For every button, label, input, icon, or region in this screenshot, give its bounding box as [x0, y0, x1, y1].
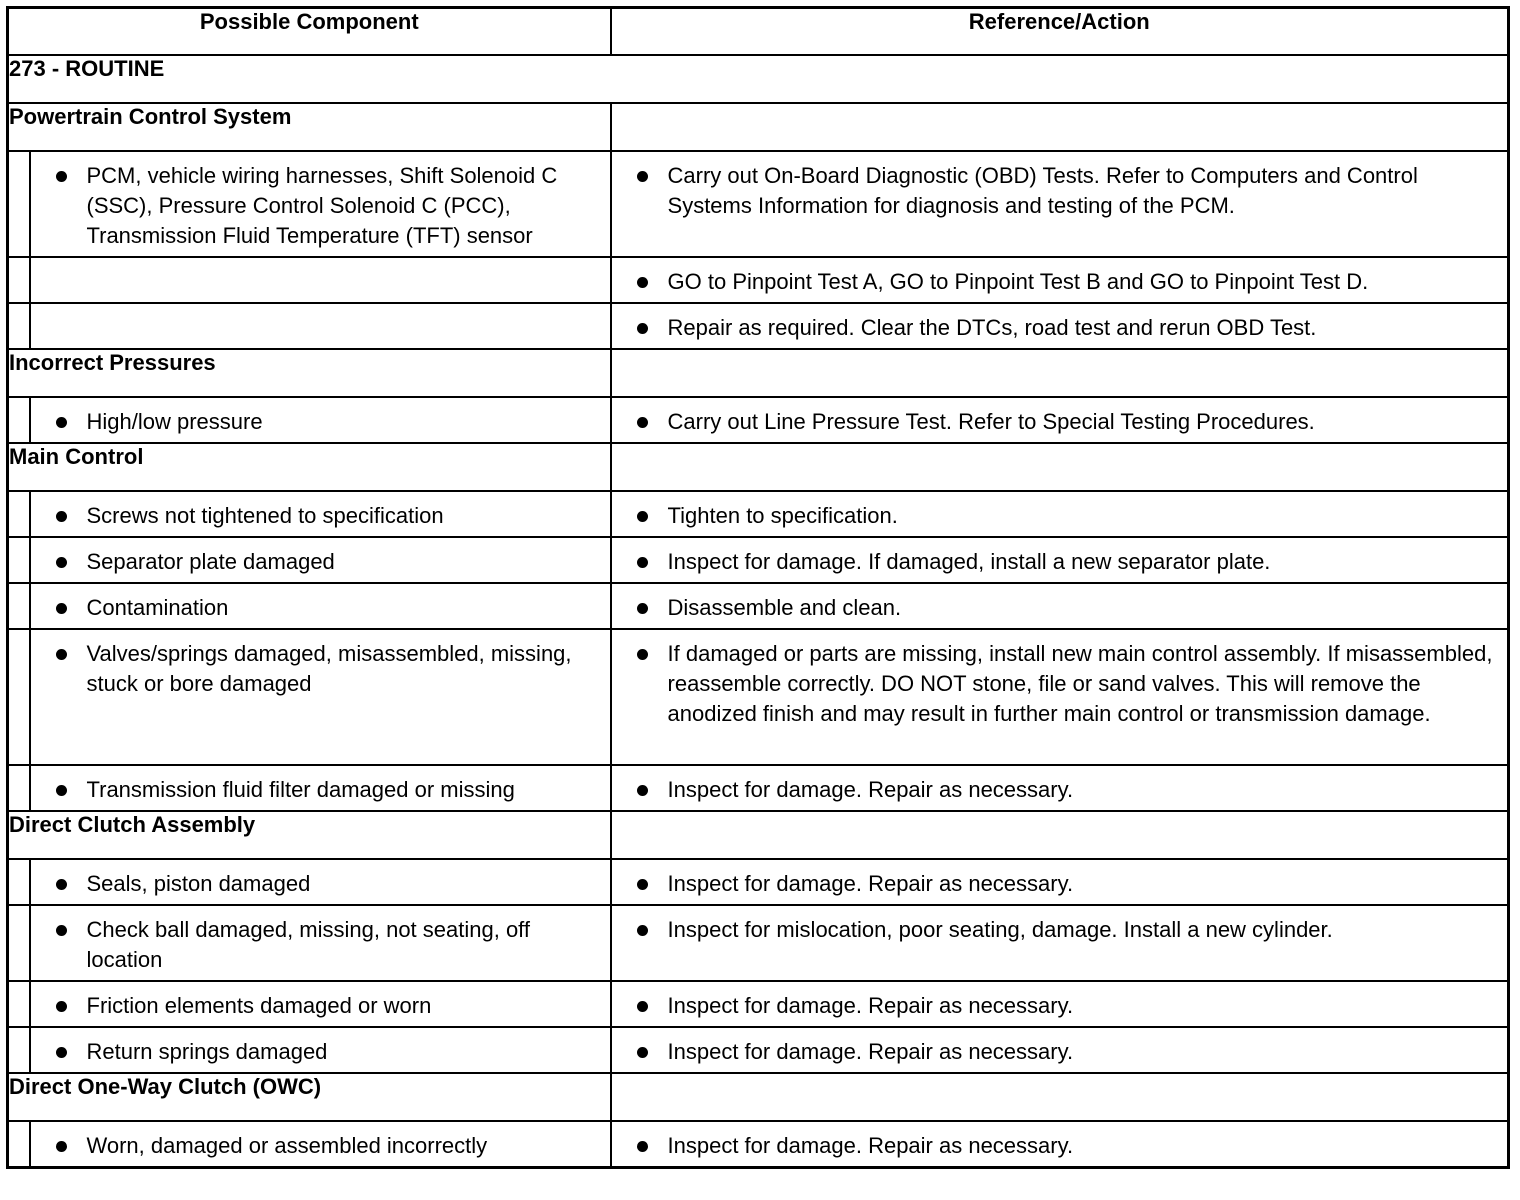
indent-cell	[8, 397, 30, 443]
section-row	[8, 349, 1509, 397]
section-empty-cell	[611, 811, 1509, 859]
bullet-icon	[56, 879, 67, 890]
bullet-icon	[56, 1001, 67, 1012]
action-cell	[611, 303, 1509, 349]
action-bullet	[637, 492, 1508, 531]
action-cell	[611, 151, 1509, 257]
action-bullet	[637, 398, 1508, 437]
component-text: Screws not tightened to specification	[86, 503, 444, 528]
component-cell	[30, 303, 611, 349]
component-text: Seals, piston damaged	[86, 871, 311, 896]
action-text: Inspect for damage. Repair as necessary.	[667, 777, 1074, 802]
indent-cell	[8, 583, 30, 629]
indent-cell	[8, 303, 30, 349]
action-text: Disassemble and clean.	[667, 595, 902, 620]
section-title: Main Control	[8, 443, 611, 491]
action-text: Inspect for damage. Repair as necessary.	[667, 871, 1074, 896]
table-row	[8, 1027, 1509, 1073]
action-bullet	[637, 906, 1508, 945]
section-title: Direct One-Way Clutch (OWC)	[8, 1073, 611, 1121]
action-text: Inspect for damage. Repair as necessary.	[667, 1133, 1074, 1158]
component-bullet	[56, 860, 610, 899]
component-text: Friction elements damaged or worn	[86, 993, 432, 1018]
indent-cell	[8, 491, 30, 537]
component-text: Transmission fluid filter damaged or missing	[86, 777, 515, 802]
table-row	[8, 303, 1509, 349]
action-text: Inspect for damage. If damaged, install a new separator plate.	[667, 549, 1271, 574]
action-bullet	[637, 538, 1508, 577]
indent-cell	[8, 537, 30, 583]
table-row	[8, 257, 1509, 303]
bullet-icon	[56, 925, 67, 936]
bullet-icon	[637, 1141, 648, 1152]
table-row	[8, 765, 1509, 811]
action-text: Carry out Line Pressure Test. Refer to Special Testing Procedures.	[667, 409, 1315, 434]
component-text: Valves/springs damaged, misassembled, missing, stuck or bore damaged	[86, 641, 572, 696]
component-text: High/low pressure	[86, 409, 263, 434]
section-title: Direct Clutch Assembly	[8, 811, 611, 859]
action-bullet	[637, 860, 1508, 899]
component-bullet	[56, 152, 610, 251]
section-title: Powertrain Control System	[8, 103, 611, 151]
header-action: Reference/Action	[611, 8, 1509, 56]
table-row	[8, 583, 1509, 629]
component-text: Return springs damaged	[86, 1039, 328, 1064]
indent-cell	[8, 629, 30, 765]
bullet-icon	[56, 603, 67, 614]
table-row	[8, 905, 1509, 981]
action-cell	[611, 981, 1509, 1027]
component-cell	[30, 981, 611, 1027]
action-cell	[611, 905, 1509, 981]
action-cell	[611, 491, 1509, 537]
bullet-icon	[637, 649, 648, 660]
action-cell	[611, 859, 1509, 905]
indent-cell	[8, 257, 30, 303]
action-cell	[611, 1121, 1509, 1167]
bullet-icon	[637, 879, 648, 890]
component-cell	[30, 1121, 611, 1167]
table-row	[8, 397, 1509, 443]
component-bullet	[56, 906, 610, 975]
bullet-icon	[56, 1141, 67, 1152]
bullet-icon	[637, 1001, 648, 1012]
section-title: Incorrect Pressures	[8, 349, 611, 397]
section-empty-cell	[611, 349, 1509, 397]
component-bullet	[56, 538, 610, 577]
bullet-icon	[56, 1047, 67, 1058]
action-cell	[611, 397, 1509, 443]
component-bullet	[56, 766, 610, 805]
action-bullet	[637, 1028, 1508, 1067]
action-bullet	[637, 584, 1508, 623]
action-bullet	[637, 630, 1508, 729]
action-bullet	[637, 304, 1508, 343]
component-text: PCM, vehicle wiring harnesses, Shift Solenoid C (SSC), Pressure Control Solenoid C (PCC), Transmission Fluid Temperature (TFT) sensor	[86, 163, 558, 248]
action-cell	[611, 583, 1509, 629]
section-row	[8, 811, 1509, 859]
indent-cell	[8, 1121, 30, 1167]
section-row	[8, 1073, 1509, 1121]
indent-cell	[8, 1027, 30, 1073]
bullet-icon	[56, 511, 67, 522]
bullet-icon	[637, 1047, 648, 1058]
section-empty-cell	[611, 443, 1509, 491]
table-row	[8, 151, 1509, 257]
indent-cell	[8, 905, 30, 981]
action-text: Repair as required. Clear the DTCs, road test and rerun OBD Test.	[667, 315, 1317, 340]
section-empty-cell	[611, 103, 1509, 151]
section-empty-cell	[611, 1073, 1509, 1121]
bullet-icon	[637, 511, 648, 522]
header-component: Possible Component	[8, 8, 611, 56]
component-cell	[30, 1027, 611, 1073]
component-cell	[30, 629, 611, 765]
routine-label: 273 - ROUTINE	[8, 55, 1509, 103]
action-cell	[611, 537, 1509, 583]
bullet-icon	[637, 417, 648, 428]
component-cell	[30, 537, 611, 583]
action-text: Inspect for damage. Repair as necessary.	[667, 1039, 1074, 1064]
diagnosis-table	[6, 6, 1510, 1169]
indent-cell	[8, 151, 30, 257]
component-bullet	[56, 398, 610, 437]
action-text: GO to Pinpoint Test A, GO to Pinpoint Test B and GO to Pinpoint Test D.	[667, 269, 1369, 294]
table-row	[8, 491, 1509, 537]
component-bullet	[56, 1122, 610, 1161]
bullet-icon	[637, 603, 648, 614]
indent-cell	[8, 765, 30, 811]
action-bullet	[637, 766, 1508, 805]
table-row	[8, 1121, 1509, 1167]
component-text: Contamination	[86, 595, 229, 620]
action-cell	[611, 257, 1509, 303]
action-cell	[611, 1027, 1509, 1073]
table-row	[8, 629, 1509, 765]
component-cell	[30, 583, 611, 629]
table-row	[8, 859, 1509, 905]
section-row	[8, 103, 1509, 151]
bullet-icon	[637, 785, 648, 796]
bullet-icon	[637, 557, 648, 568]
component-cell	[30, 257, 611, 303]
bullet-icon	[637, 277, 648, 288]
bullet-icon	[637, 925, 648, 936]
component-bullet	[56, 982, 610, 1021]
component-bullet	[56, 492, 610, 531]
action-text: Tighten to specification.	[667, 503, 898, 528]
bullet-icon	[56, 557, 67, 568]
component-bullet	[56, 630, 610, 699]
indent-cell	[8, 981, 30, 1027]
routine-row	[8, 55, 1509, 103]
component-text: Separator plate damaged	[86, 549, 335, 574]
component-bullet	[56, 584, 610, 623]
action-bullet	[637, 982, 1508, 1021]
component-cell	[30, 859, 611, 905]
bullet-icon	[56, 649, 67, 660]
bullet-icon	[637, 323, 648, 334]
action-cell	[611, 765, 1509, 811]
component-text: Check ball damaged, missing, not seating, off location	[86, 917, 531, 972]
component-bullet	[56, 1028, 610, 1067]
component-cell	[30, 151, 611, 257]
bullet-icon	[56, 417, 67, 428]
component-text: Worn, damaged or assembled incorrectly	[86, 1133, 488, 1158]
component-cell	[30, 491, 611, 537]
action-cell	[611, 629, 1509, 765]
action-text: If damaged or parts are missing, install new main control assembly. If misassembled, reassemble correctly. DO NOT stone, file or sand valves. This will remove the anodized finish and may result in further main control or transmission damage.	[667, 641, 1493, 726]
bullet-icon	[637, 171, 648, 182]
bullet-icon	[56, 785, 67, 796]
action-bullet	[637, 152, 1508, 221]
header-row	[8, 8, 1509, 56]
table-row	[8, 537, 1509, 583]
action-text: Inspect for damage. Repair as necessary.	[667, 993, 1074, 1018]
section-row	[8, 443, 1509, 491]
component-cell	[30, 905, 611, 981]
component-cell	[30, 765, 611, 811]
action-text: Inspect for mislocation, poor seating, damage. Install a new cylinder.	[667, 917, 1333, 942]
bullet-icon	[56, 171, 67, 182]
component-cell	[30, 397, 611, 443]
indent-cell	[8, 859, 30, 905]
action-text: Carry out On-Board Diagnostic (OBD) Tests. Refer to Computers and Control Systems Information for diagnosis and testing of the PCM.	[667, 163, 1418, 218]
action-bullet	[637, 258, 1508, 297]
table-row	[8, 981, 1509, 1027]
action-bullet	[637, 1122, 1508, 1161]
